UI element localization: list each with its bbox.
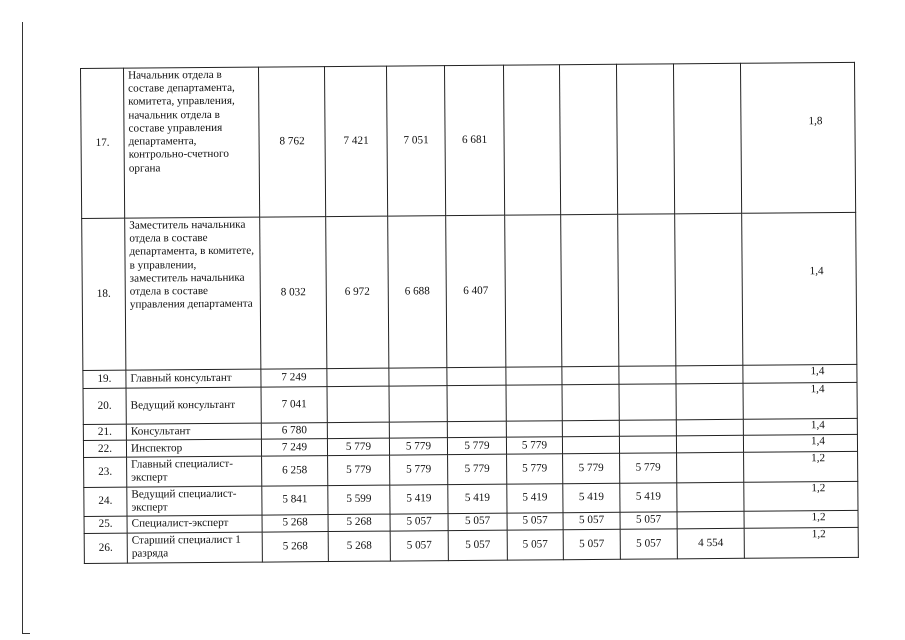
salary-cell	[616, 64, 674, 214]
salary-cell: 5 779	[563, 453, 620, 483]
salary-cell	[562, 436, 619, 453]
salary-cell: 5 419	[448, 484, 507, 514]
salary-cell: 6 972	[326, 216, 389, 368]
position-name: Начальник отдела в составе департамента, комитета, управления, начальник отдела в составе управления департамента, контрольно-счетного органа	[124, 67, 260, 218]
salary-cell	[562, 420, 619, 437]
salary-cell: 8 762	[258, 67, 325, 218]
salary-cell	[676, 436, 743, 454]
table-body	[81, 62, 859, 563]
salary-cell	[676, 419, 743, 436]
salary-cell: 5 268	[262, 515, 328, 533]
salary-cell: 5 779	[389, 438, 447, 455]
salary-cell: 7 421	[324, 66, 387, 216]
salary-cell: 5 779	[506, 437, 562, 454]
position-name: Инспектор	[126, 439, 261, 457]
row-number: 23.	[84, 457, 127, 487]
salary-cell	[677, 482, 744, 512]
coefficient-cell: 1,2	[744, 510, 858, 528]
salary-cell	[505, 215, 562, 367]
salary-cell: 5 057	[620, 529, 677, 559]
row-number: 21.	[83, 424, 126, 441]
salary-cell: 5 057	[507, 530, 563, 560]
row-number: 20.	[83, 388, 126, 424]
salary-cell	[676, 383, 743, 420]
salary-cell: 5 841	[262, 485, 328, 515]
row-number: 26.	[84, 533, 127, 563]
salary-cell	[619, 366, 676, 384]
salary-cell	[673, 63, 741, 214]
coefficient-cell: 1,2	[744, 452, 858, 482]
salary-cell: 5 779	[327, 438, 389, 455]
salary-cell	[447, 421, 506, 438]
salary-cell: 7 249	[261, 369, 327, 388]
row-number: 25.	[84, 516, 127, 533]
coefficient-cell: 1,4	[742, 212, 857, 365]
position-name: Специалист-эксперт	[127, 515, 262, 533]
salary-cell: 5 779	[447, 437, 506, 454]
salary-cell	[559, 64, 617, 214]
page-edge-tick	[22, 633, 30, 634]
salary-cell	[327, 422, 389, 439]
salary-cell: 5 057	[448, 513, 507, 530]
coefficient-cell: 1,2	[744, 527, 858, 557]
salary-cell	[327, 386, 389, 422]
salary-cell: 5 057	[390, 514, 448, 531]
salary-cell: 7 051	[386, 66, 445, 216]
salary-cell: 5 779	[620, 453, 677, 483]
salary-cell: 5 057	[448, 530, 507, 560]
position-name: Ведущий консультант	[126, 387, 261, 424]
salary-table	[80, 62, 859, 564]
salary-cell: 5 268	[328, 514, 390, 531]
salary-cell	[619, 436, 676, 453]
salary-cell: 5 057	[507, 513, 563, 530]
table-row	[82, 212, 857, 370]
coefficient-cell: 1,2	[744, 481, 858, 511]
salary-cell	[618, 214, 676, 366]
position-name: Консультант	[126, 423, 261, 440]
salary-cell	[677, 453, 744, 483]
table-row	[81, 62, 856, 218]
position-name: Заместитель начальника отдела в составе департамента, в комитете, в управлении, заместитель начальника отдела в составе управления департамента	[125, 217, 261, 370]
salary-cell: 5 779	[507, 454, 563, 484]
salary-cell	[327, 368, 389, 386]
salary-cell: 6 688	[388, 216, 447, 368]
salary-cell: 5 268	[262, 532, 328, 562]
salary-cell	[506, 385, 562, 421]
position-name: Старший специалист 1 разряда	[127, 532, 262, 562]
row-number: 18.	[82, 218, 126, 370]
salary-cell	[506, 367, 562, 385]
salary-cell: 6 780	[261, 423, 327, 440]
salary-cell	[506, 421, 562, 438]
salary-cell	[619, 384, 676, 420]
position-name: Главный специалист-эксперт	[127, 456, 262, 486]
salary-cell: 5 419	[507, 483, 563, 513]
salary-cell: 6 407	[446, 215, 506, 367]
salary-cell	[389, 386, 447, 422]
salary-cell: 5 419	[390, 484, 448, 514]
row-number: 22.	[83, 440, 126, 457]
coefficient-cell: 1,8	[740, 62, 855, 213]
salary-cell: 5 419	[620, 482, 677, 512]
salary-cell	[619, 420, 676, 437]
row-number: 24.	[84, 487, 127, 517]
salary-cell	[677, 511, 744, 529]
salary-cell	[389, 368, 447, 386]
salary-cell: 6 258	[262, 456, 328, 486]
salary-cell: 5 057	[563, 512, 620, 529]
salary-cell: 5 057	[390, 531, 448, 561]
salary-cell	[562, 384, 619, 420]
row-number: 17.	[81, 68, 125, 218]
salary-cell	[676, 365, 743, 384]
salary-cell: 5 057	[563, 529, 620, 559]
page-edge-line	[22, 22, 23, 634]
salary-cell: 5 419	[563, 483, 620, 513]
table-row	[83, 382, 857, 424]
coefficient-cell: 1,4	[743, 418, 857, 435]
coefficient-cell: 1,4	[743, 364, 857, 383]
row-number: 19.	[83, 370, 126, 388]
salary-cell	[447, 385, 506, 421]
salary-cell: 7 041	[261, 387, 327, 424]
table-row	[84, 527, 858, 563]
salary-cell	[503, 65, 560, 215]
salary-cell	[389, 422, 447, 439]
salary-cell	[562, 366, 619, 384]
coefficient-cell: 1,4	[743, 435, 857, 453]
salary-cell	[561, 214, 619, 366]
salary-cell: 7 249	[261, 439, 327, 457]
salary-cell: 8 032	[260, 217, 327, 370]
salary-cell: 5 057	[620, 512, 677, 529]
salary-cell: 5 779	[448, 454, 507, 484]
salary-cell: 5 268	[328, 531, 390, 561]
salary-cell: 6 681	[444, 65, 504, 215]
salary-cell: 5 779	[390, 455, 448, 485]
salary-cell: 4 554	[677, 528, 744, 558]
salary-cell: 5 779	[328, 455, 390, 485]
salary-cell: 5 599	[328, 485, 390, 515]
salary-cell	[675, 213, 743, 366]
position-name: Главный консультант	[126, 369, 261, 388]
position-name: Ведущий специалист-эксперт	[127, 486, 262, 516]
salary-cell	[447, 367, 506, 385]
coefficient-cell: 1,4	[743, 382, 857, 419]
